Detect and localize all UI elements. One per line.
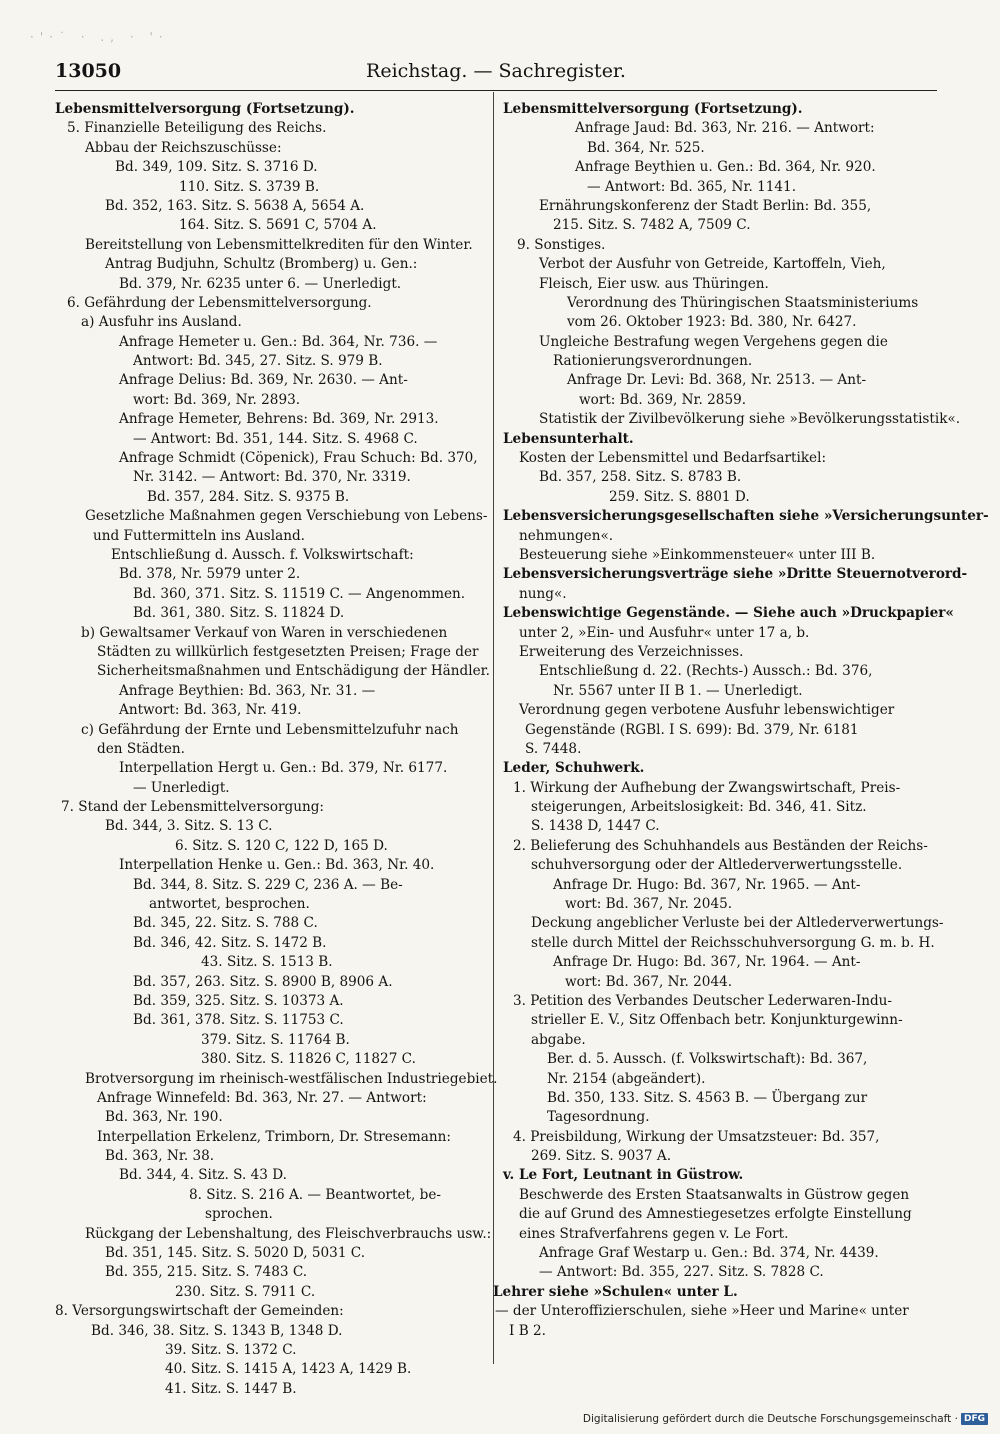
index-line: Bd. 361, 378. Sitz. S. 11753 C. bbox=[133, 1012, 344, 1029]
index-line: Rückgang der Lebenshaltung, des Fleischverbrauchs usw.: bbox=[85, 1225, 492, 1242]
index-heading: Lehrer siehe »Schulen« unter L. bbox=[493, 1283, 738, 1300]
index-line: — Antwort: Bd. 355, 227. Sitz. S. 7828 C. bbox=[539, 1264, 824, 1281]
index-line: nehmungen«. bbox=[519, 527, 614, 544]
index-line: Bd. 350, 133. Sitz. S. 4563 B. — Übergang zur bbox=[547, 1089, 868, 1106]
index-line: 2. Belieferung des Schuhhandels aus Beständen der Reichs- bbox=[513, 837, 928, 854]
index-line: Nr. 2154 (abgeändert). bbox=[547, 1070, 706, 1087]
index-line: sprochen. bbox=[205, 1206, 273, 1223]
index-line: Gesetzliche Maßnahmen gegen Verschiebung von Lebens- bbox=[85, 508, 488, 525]
index-line: Verordnung des Thüringischen Staatsministeriums bbox=[567, 294, 919, 311]
index-heading: Lebensmittelversorgung (Fortsetzung). bbox=[55, 101, 355, 117]
index-line: 164. Sitz. S. 5691 C, 5704 A. bbox=[179, 217, 377, 234]
index-line: wort: Bd. 369, Nr. 2859. bbox=[579, 391, 747, 408]
index-line: Brotversorgung im rheinisch-westfälischen Industriegebiet. bbox=[85, 1070, 498, 1087]
index-line: Anfrage Winnefeld: Bd. 363, Nr. 27. — Antwort: bbox=[97, 1089, 427, 1106]
index-line: 7. Stand der Lebensmittelversorgung: bbox=[61, 799, 324, 816]
index-line: b) Gewaltsamer Verkauf von Waren in verschiedenen bbox=[81, 624, 448, 641]
index-line: Bd. 379, Nr. 6235 unter 6. — Unerledigt. bbox=[119, 275, 402, 292]
index-line: Antwort: Bd. 363, Nr. 419. bbox=[119, 702, 302, 719]
index-line: Ungleiche Bestrafung wegen Vergehens gegen die bbox=[539, 333, 888, 350]
index-line: den Städten. bbox=[97, 740, 185, 757]
index-line: Anfrage Hemeter u. Gen.: Bd. 364, Nr. 736. — bbox=[119, 333, 438, 350]
index-line: I B 2. bbox=[509, 1322, 546, 1339]
index-heading: Lebensversicherungsgesellschaften siehe »Versicherungsunter- bbox=[503, 508, 989, 525]
index-line: 41. Sitz. S. 1447 B. bbox=[165, 1380, 297, 1397]
index-line: Besteuerung siehe »Einkommensteuer« unter III B. bbox=[519, 546, 876, 563]
index-line: stelle durch Mittel der Reichsschuhversorgung G. m. b. H. bbox=[531, 934, 935, 951]
index-line: Tagesordnung. bbox=[547, 1109, 650, 1126]
index-line: Bd. 357, 284. Sitz. S. 9375 B. bbox=[147, 488, 350, 505]
index-line: Interpellation Henke u. Gen.: Bd. 363, Nr. 40. bbox=[119, 857, 435, 874]
index-line: Entschließung d. Aussch. f. Volkswirtschaft: bbox=[111, 546, 414, 563]
index-line: wort: Bd. 367, Nr. 2044. bbox=[565, 973, 733, 990]
index-line: Antwort: Bd. 345, 27. Sitz. S. 979 B. bbox=[133, 353, 383, 370]
index-line: Bd. 357, 258. Sitz. S. 8783 B. bbox=[539, 469, 742, 486]
index-line: Bd. 364, Nr. 525. bbox=[587, 139, 705, 156]
index-line: Anfrage Dr. Hugo: Bd. 367, Nr. 1964. — Ant- bbox=[553, 954, 861, 971]
index-line: eines Strafverfahrens gegen v. Le Fort. bbox=[519, 1225, 789, 1242]
index-line: steigerungen, Arbeitslosigkeit: Bd. 346, 41. Sitz. bbox=[531, 799, 867, 816]
index-line: Anfrage Beythien u. Gen.: Bd. 364, Nr. 920. bbox=[575, 159, 876, 176]
index-line: Bd. 351, 145. Sitz. S. 5020 D, 5031 C. bbox=[105, 1245, 366, 1262]
index-line: Rationierungsverordnungen. bbox=[553, 353, 753, 370]
index-line: 9. Sonstiges. bbox=[517, 236, 606, 253]
index-line: Beschwerde des Ersten Staatsanwalts in Güstrow gegen bbox=[519, 1186, 910, 1203]
index-line: Statistik der Zivilbevölkerung siehe »Bevölkerungsstatistik«. bbox=[539, 411, 961, 428]
index-line: 259. Sitz. S. 8801 D. bbox=[609, 488, 750, 505]
index-line: abgabe. bbox=[531, 1031, 586, 1048]
index-line: — Antwort: Bd. 365, Nr. 1141. bbox=[587, 178, 797, 195]
index-line: Anfrage Schmidt (Cöpenick), Frau Schuch: Bd. 370, bbox=[119, 450, 478, 467]
index-line: Interpellation Erkelenz, Trimborn, Dr. Stresemann: bbox=[97, 1128, 451, 1145]
page-number: 13050 bbox=[55, 60, 122, 82]
index-line: a) Ausfuhr ins Ausland. bbox=[81, 314, 242, 331]
index-line: Bd. 349, 109. Sitz. S. 3716 D. bbox=[115, 159, 318, 176]
index-line: Ernährungskonferenz der Stadt Berlin: Bd. 355, bbox=[539, 197, 872, 214]
index-heading: Lebensunterhalt. bbox=[503, 430, 634, 447]
index-line: — Antwort: Bd. 351, 144. Sitz. S. 4968 C. bbox=[133, 430, 418, 447]
index-line: 4. Preisbildung, Wirkung der Umsatzsteuer: Bd. 357, bbox=[513, 1128, 880, 1145]
index-line: Erweiterung des Verzeichnisses. bbox=[519, 643, 744, 660]
index-line: Bd. 345, 22. Sitz. S. 788 C. bbox=[133, 915, 318, 932]
index-line: Gegenstände (RGBl. I S. 699): Bd. 379, Nr. 6181 bbox=[525, 721, 859, 738]
column-divider bbox=[493, 92, 494, 1364]
index-line: strieller E. V., Sitz Offenbach betr. Konjunkturgewinn- bbox=[531, 1012, 903, 1029]
index-line: Kosten der Lebensmittel und Bedarfsartikel: bbox=[519, 450, 827, 467]
index-line: wort: Bd. 369, Nr. 2893. bbox=[133, 391, 301, 408]
index-line: 43. Sitz. S. 1513 B. bbox=[201, 954, 333, 971]
footer bbox=[583, 1410, 988, 1428]
scan-marks: ·'·˙ · ., · '· bbox=[30, 30, 169, 44]
index-line: 5. Finanzielle Beteiligung des Reichs. bbox=[67, 120, 327, 137]
dfg-logo: DFG bbox=[961, 1413, 988, 1425]
index-line: 3. Petition des Verbandes Deutscher Lederwaren-Indu- bbox=[513, 992, 893, 1009]
index-line: Fleisch, Eier usw. aus Thüringen. bbox=[539, 275, 769, 292]
index-line: Bd. 344, 8. Sitz. S. 229 C, 236 A. — Be- bbox=[133, 876, 403, 893]
index-line: Antrag Budjuhn, Schultz (Bromberg) u. Gen.: bbox=[105, 256, 418, 273]
index-line: 6. Gefährdung der Lebensmittelversorgung. bbox=[67, 294, 372, 311]
index-line: 1. Wirkung der Aufhebung der Zwangswirtschaft, Preis- bbox=[513, 779, 901, 796]
index-heading: v. Le Fort, Leutnant in Güstrow. bbox=[503, 1167, 744, 1184]
index-line: Bd. 363, Nr. 190. bbox=[105, 1109, 223, 1126]
index-line: S. 1438 D, 1447 C. bbox=[531, 818, 660, 835]
index-line: Interpellation Hergt u. Gen.: Bd. 379, Nr. 6177. bbox=[119, 760, 448, 777]
running-title: Reichstag. — Sachregister. bbox=[366, 60, 626, 82]
index-heading: Lebensversicherungsverträge siehe »Dritte Steuernotverord- bbox=[503, 566, 968, 583]
index-line: Städten zu willkürlich festgesetzten Preisen; Frage der bbox=[97, 643, 479, 660]
index-line: Anfrage Jaud: Bd. 363, Nr. 216. — Antwort: bbox=[575, 120, 875, 137]
header-rule bbox=[55, 90, 937, 91]
index-line: Entschließung d. 22. (Rechts-) Aussch.: Bd. 376, bbox=[539, 663, 873, 680]
index-line: 6. Sitz. S. 120 C, 122 D, 165 D. bbox=[175, 837, 388, 854]
index-line: 39. Sitz. S. 1372 C. bbox=[165, 1342, 297, 1358]
index-line: Deckung angeblicher Verluste bei der Altlederverwertungs- bbox=[531, 915, 944, 932]
index-line: Bd. 355, 215. Sitz. S. 7483 C. bbox=[105, 1264, 308, 1281]
index-line: Anfrage Dr. Hugo: Bd. 367, Nr. 1965. — Ant- bbox=[553, 876, 861, 893]
index-line: 40. Sitz. S. 1415 A, 1423 A, 1429 B. bbox=[165, 1361, 412, 1378]
index-line: — der Unteroffizierschulen, siehe »Heer und Marine« unter bbox=[495, 1303, 909, 1320]
index-line: Anfrage Graf Westarp u. Gen.: Bd. 374, Nr. 4439. bbox=[539, 1245, 879, 1262]
index-line: vom 26. Oktober 1923: Bd. 380, Nr. 6427. bbox=[567, 314, 857, 331]
index-line: Bereitstellung von Lebensmittelkrediten für den Winter. bbox=[85, 236, 473, 253]
index-line: S. 7448. bbox=[525, 740, 582, 757]
index-line: Ber. d. 5. Aussch. (f. Volkswirtschaft): Bd. 367, bbox=[547, 1051, 868, 1068]
index-line: Abbau der Reichszuschüsse: bbox=[85, 139, 282, 156]
index-line: — Unerledigt. bbox=[133, 779, 230, 796]
index-line: 380. Sitz. S. 11826 C, 11827 C. bbox=[201, 1051, 416, 1068]
index-line: Anfrage Delius: Bd. 369, Nr. 2630. — Ant- bbox=[119, 372, 408, 389]
index-line: 269. Sitz. S. 9037 A. bbox=[531, 1148, 672, 1165]
index-line: Bd. 361, 380. Sitz. S. 11824 D. bbox=[133, 605, 345, 622]
index-line: schuhversorgung oder der Altlederverwertungsstelle. bbox=[531, 857, 903, 874]
index-line: Bd. 346, 42. Sitz. S. 1472 B. bbox=[133, 934, 327, 951]
left-column bbox=[55, 100, 498, 1399]
index-line: 110. Sitz. S. 3739 B. bbox=[179, 178, 320, 195]
index-line: wort: Bd. 367, Nr. 2045. bbox=[565, 896, 733, 913]
index-line: unter 2, »Ein- und Ausfuhr« unter 17 a, b. bbox=[519, 624, 810, 641]
index-line: Verbot der Ausfuhr von Getreide, Kartoffeln, Vieh, bbox=[539, 256, 886, 273]
index-heading: Lebenswichtige Gegenstände. — Siehe auch »Druckpapier« bbox=[503, 605, 954, 622]
index-line: Nr. 5567 unter II B 1. — Unerledigt. bbox=[553, 682, 803, 699]
page-header bbox=[55, 60, 937, 88]
index-line: 230. Sitz. S. 7911 C. bbox=[175, 1283, 316, 1300]
index-line: Bd. 346, 38. Sitz. S. 1343 B, 1348 D. bbox=[91, 1322, 343, 1339]
index-heading: Lebensmittelversorgung (Fortsetzung). bbox=[503, 101, 803, 117]
index-line: 8. Sitz. S. 216 A. — Beantwortet, be- bbox=[189, 1186, 441, 1203]
index-line: Bd. 363, Nr. 38. bbox=[105, 1148, 215, 1165]
index-line: Bd. 344, 3. Sitz. S. 13 C. bbox=[105, 818, 273, 835]
footer-credit: Digitalisierung gefördert durch die Deutsche Forschungsgemeinschaft · bbox=[582, 1413, 958, 1425]
index-line: die auf Grund des Amnestiegesetzes erfolgte Einstellung bbox=[519, 1206, 912, 1223]
index-line: c) Gefährdung der Ernte und Lebensmittelzufuhr nach bbox=[81, 721, 459, 738]
index-line: Bd. 378, Nr. 5979 unter 2. bbox=[119, 566, 301, 583]
index-line: 379. Sitz. S. 11764 B. bbox=[201, 1031, 350, 1048]
index-line: 8. Versorgungswirtschaft der Gemeinden: bbox=[55, 1303, 344, 1320]
index-line: Anfrage Hemeter, Behrens: Bd. 369, Nr. 2913. bbox=[119, 411, 439, 428]
index-line: Bd. 357, 263. Sitz. S. 8900 B, 8906 A. bbox=[133, 973, 393, 990]
right-column bbox=[493, 100, 989, 1341]
index-line: und Futtermitteln ins Ausland. bbox=[93, 527, 305, 544]
index-line: Bd. 359, 325. Sitz. S. 10373 A. bbox=[133, 992, 344, 1009]
index-line: Verordnung gegen verbotene Ausfuhr lebenswichtiger bbox=[519, 702, 895, 719]
index-line: Sicherheitsmaßnahmen und Entschädigung der Händler. bbox=[97, 663, 490, 680]
index-heading: Leder, Schuhwerk. bbox=[503, 760, 645, 777]
index-line: Anfrage Beythien: Bd. 363, Nr. 31. — bbox=[119, 682, 376, 699]
index-line: Nr. 3142. — Antwort: Bd. 370, Nr. 3319. bbox=[133, 469, 411, 486]
index-line: 215. Sitz. S. 7482 A, 7509 C. bbox=[553, 217, 751, 234]
index-line: Anfrage Dr. Levi: Bd. 368, Nr. 2513. — Ant- bbox=[567, 372, 867, 389]
index-line: Bd. 360, 371. Sitz. S. 11519 C. — Angenommen. bbox=[133, 585, 466, 602]
index-line: antwortet, besprochen. bbox=[149, 896, 310, 913]
index-line: nung«. bbox=[519, 585, 567, 602]
index-line: Bd. 344, 4. Sitz. S. 43 D. bbox=[119, 1167, 287, 1184]
index-line: Bd. 352, 163. Sitz. S. 5638 A, 5654 A. bbox=[105, 197, 365, 214]
